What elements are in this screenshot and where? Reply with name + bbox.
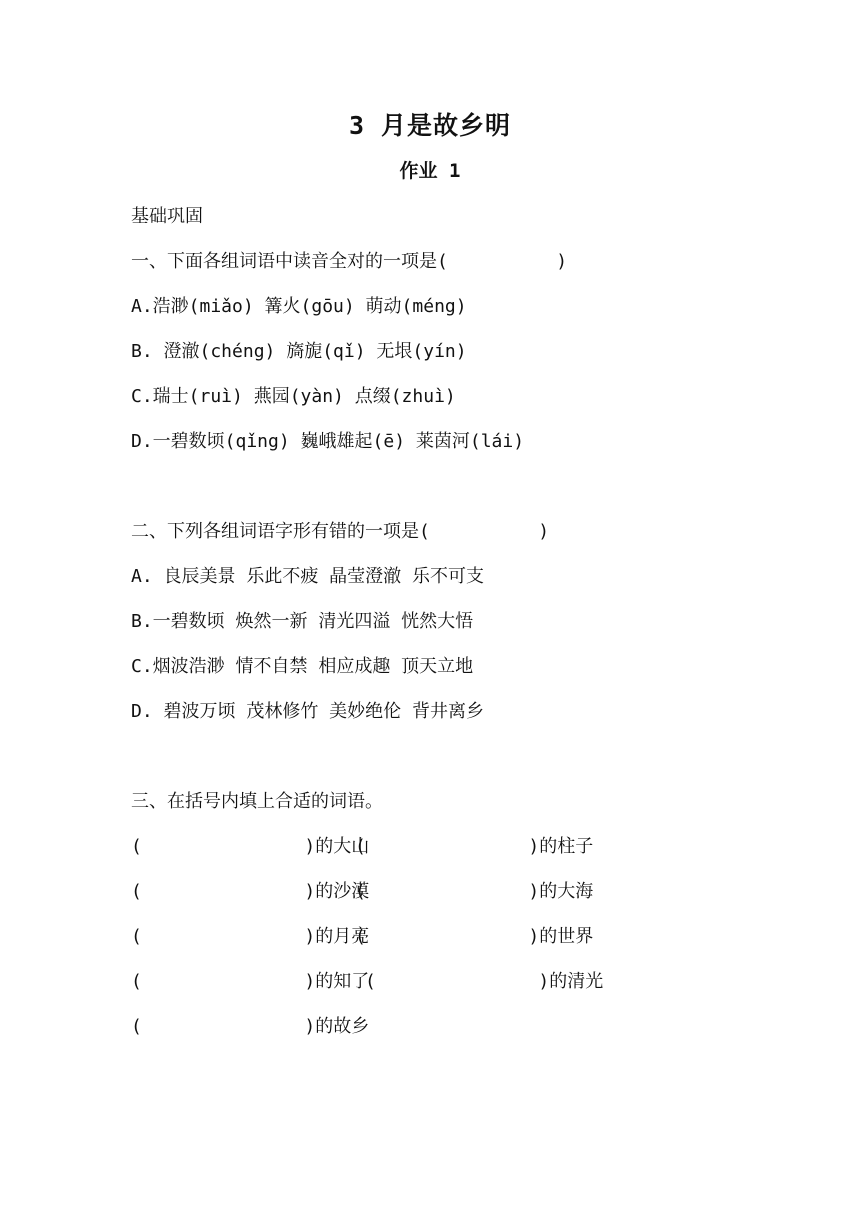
fill-blank-right: ( )的世界 — [355, 926, 594, 947]
fill-blank-left: ( )的大山 — [131, 836, 370, 857]
question-1-stem: 一、下面各组词语中读音全对的一项是( ) — [131, 251, 568, 272]
question-2-option-b: B.一碧数顷 焕然一新 清光四溢 恍然大悟 — [131, 611, 474, 632]
question-2-option-d: D. 碧波万顷 茂林修竹 美妙绝伦 背井离乡 — [131, 701, 485, 722]
page-subtitle: 作业 1 — [399, 160, 461, 182]
question-3-stem: 三、在括号内填上合适的词语。 — [131, 791, 383, 812]
fill-blank-left: ( )的知了 — [131, 971, 370, 992]
question-2-option-a: A. 良辰美景 乐此不疲 晶莹澄澈 乐不可支 — [131, 566, 485, 587]
section-label: 基础巩固 — [131, 206, 203, 227]
question-1-option-c: C.瑞士(ruì) 燕园(yàn) 点缀(zhuì) — [131, 386, 456, 407]
fill-blank-left: ( )的月亮 — [131, 926, 370, 947]
question-2-option-c: C.烟波浩渺 情不自禁 相应成趣 顶天立地 — [131, 656, 474, 677]
fill-blank-right: ( )的柱子 — [355, 836, 594, 857]
question-1-option-d: D.一碧数顷(qǐng) 巍峨雄起(ē) 莱茵河(lái) — [131, 431, 525, 452]
fill-blank-right: ( )的清光 — [365, 971, 604, 992]
question-2-stem: 二、下列各组词语字形有错的一项是( ) — [131, 521, 550, 542]
fill-blank-right: ( )的大海 — [355, 881, 594, 902]
page-title: 3 月是故乡明 — [348, 111, 512, 140]
fill-blank-left: ( )的故乡 — [131, 1016, 370, 1037]
question-1-option-b: B. 澄澈(chéng) 旖旎(qǐ) 无垠(yín) — [131, 341, 467, 362]
fill-row — [131, 1013, 731, 1069]
fill-blank-left: ( )的沙漠 — [131, 881, 370, 902]
question-1-option-a: A.浩渺(miǎo) 篝火(gōu) 萌动(méng) — [131, 296, 467, 317]
